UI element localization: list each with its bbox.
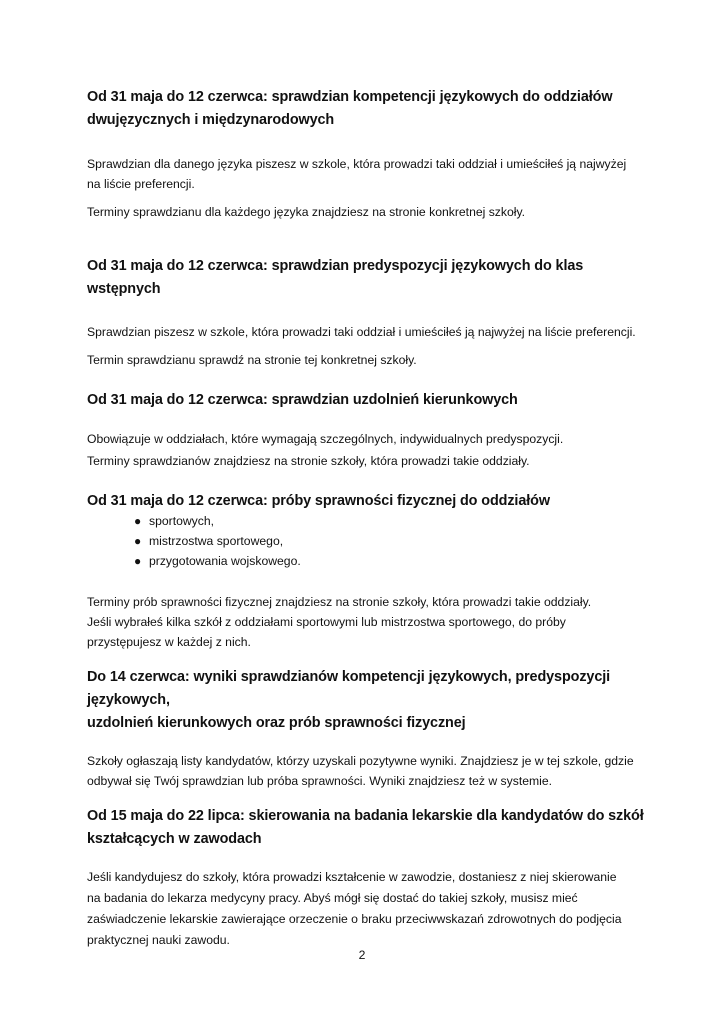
heading-line: Od 31 maja do 12 czerwca: sprawdzian kompetencji językowych do oddziałów: [87, 89, 613, 105]
section-medical-referrals: [87, 805, 647, 951]
section-language-aptitude: [87, 255, 647, 370]
paragraph-line: na liście preferencji.: [87, 177, 195, 191]
paragraph-line: na badania do lekarza medycyny pracy. Abyś mógł się dostać do takiej szkoły, musisz mieć: [87, 891, 578, 905]
paragraph-line: odbywał się Twój sprawdzian lub próba sprawności. Wyniki znajdziesz też w systemie.: [87, 774, 553, 788]
section-fitness-tests: [87, 490, 647, 652]
paragraph-line: przystępujesz w każdej z nich.: [87, 635, 251, 649]
paragraph-line: Jeśli wybrałeś kilka szkół z oddziałami sportowymi lub mistrzostwa sportowego, do próby: [87, 615, 566, 629]
list-item: ● mistrzostwa sportowego,: [134, 531, 647, 551]
page-number: 2: [358, 948, 366, 962]
bullet-list: [87, 511, 647, 571]
paragraph-line: zaświadczenie lekarskie zawierające orzeczenie o braku przeciwwskazań zdrowotnych do podjęcia: [87, 912, 622, 926]
heading-line: kształcących w zawodach: [87, 831, 262, 847]
paragraph-line: Sprawdzian dla danego języka piszesz w szkole, która prowadzi taki oddział i umieściłeś ją najwyżej: [87, 157, 627, 171]
section-heading: Od 31 maja do 12 czerwca: sprawdzian uzdolnień kierunkowych: [87, 392, 518, 408]
paragraph: Terminy sprawdzianu dla każdego języka znajdziesz na stronie konkretnej szkoły.: [87, 205, 526, 219]
heading-line: dwujęzycznych i międzynarodowych: [87, 112, 335, 128]
heading-line: Od 15 maja do 22 lipca: skierowania na badania lekarskie dla kandydatów do szkół: [87, 808, 644, 824]
bullet-icon: ●: [134, 554, 142, 568]
section-heading: Od 31 maja do 12 czerwca: sprawdzian predyspozycji językowych do klas wstępnych: [87, 258, 584, 297]
paragraph: Terminy sprawdzianów znajdziesz na stronie szkoły, która prowadzi takie oddziały.: [87, 454, 530, 468]
section-heading: Od 31 maja do 12 czerwca: próby sprawności fizycznej do oddziałów: [87, 493, 550, 509]
section-heading: [87, 805, 647, 851]
document-page: [87, 86, 647, 951]
section-results: [87, 666, 647, 791]
paragraph-line: Szkoły ogłaszają listy kandydatów, którzy uzyskali pozytywne wyniki. Znajdziesz je w tej szkole, gdzie: [87, 754, 634, 768]
list-item: ● sportowych,: [134, 511, 647, 531]
paragraph: Sprawdzian piszesz w szkole, która prowadzi taki oddział i umieściłeś ją najwyżej na liście preferencji.: [87, 325, 636, 339]
section-heading: [87, 666, 647, 735]
paragraph: Terminy prób sprawności fizycznej znajdziesz na stronie szkoły, która prowadzi takie oddziały.: [87, 595, 592, 609]
paragraph: [87, 751, 647, 791]
paragraph: [87, 867, 647, 951]
bullet-icon: ●: [134, 514, 142, 528]
section-language-competence: [87, 86, 647, 222]
paragraph: [87, 612, 647, 652]
bullet-icon: ●: [134, 534, 142, 548]
section-directional-talents: [87, 389, 647, 471]
paragraph-line: Jeśli kandydujesz do szkoły, która prowadzi kształcenie w zawodzie, dostaniesz z niej skierowanie: [87, 870, 617, 884]
section-heading: [87, 86, 647, 132]
paragraph: Termin sprawdzianu sprawdź na stronie tej konkretnej szkoły.: [87, 353, 417, 367]
heading-line: uzdolnień kierunkowych oraz prób sprawności fizycznej: [87, 715, 466, 731]
list-item: ● przygotowania wojskowego.: [134, 551, 647, 571]
paragraph-line: praktycznej nauki zawodu.: [87, 933, 230, 947]
heading-line: Do 14 czerwca: wyniki sprawdzianów kompetencji językowych, predyspozycji językowych,: [87, 669, 611, 708]
paragraph: Obowiązuje w oddziałach, które wymagają szczególnych, indywidualnych predyspozycji.: [87, 432, 564, 446]
paragraph: [87, 154, 647, 194]
